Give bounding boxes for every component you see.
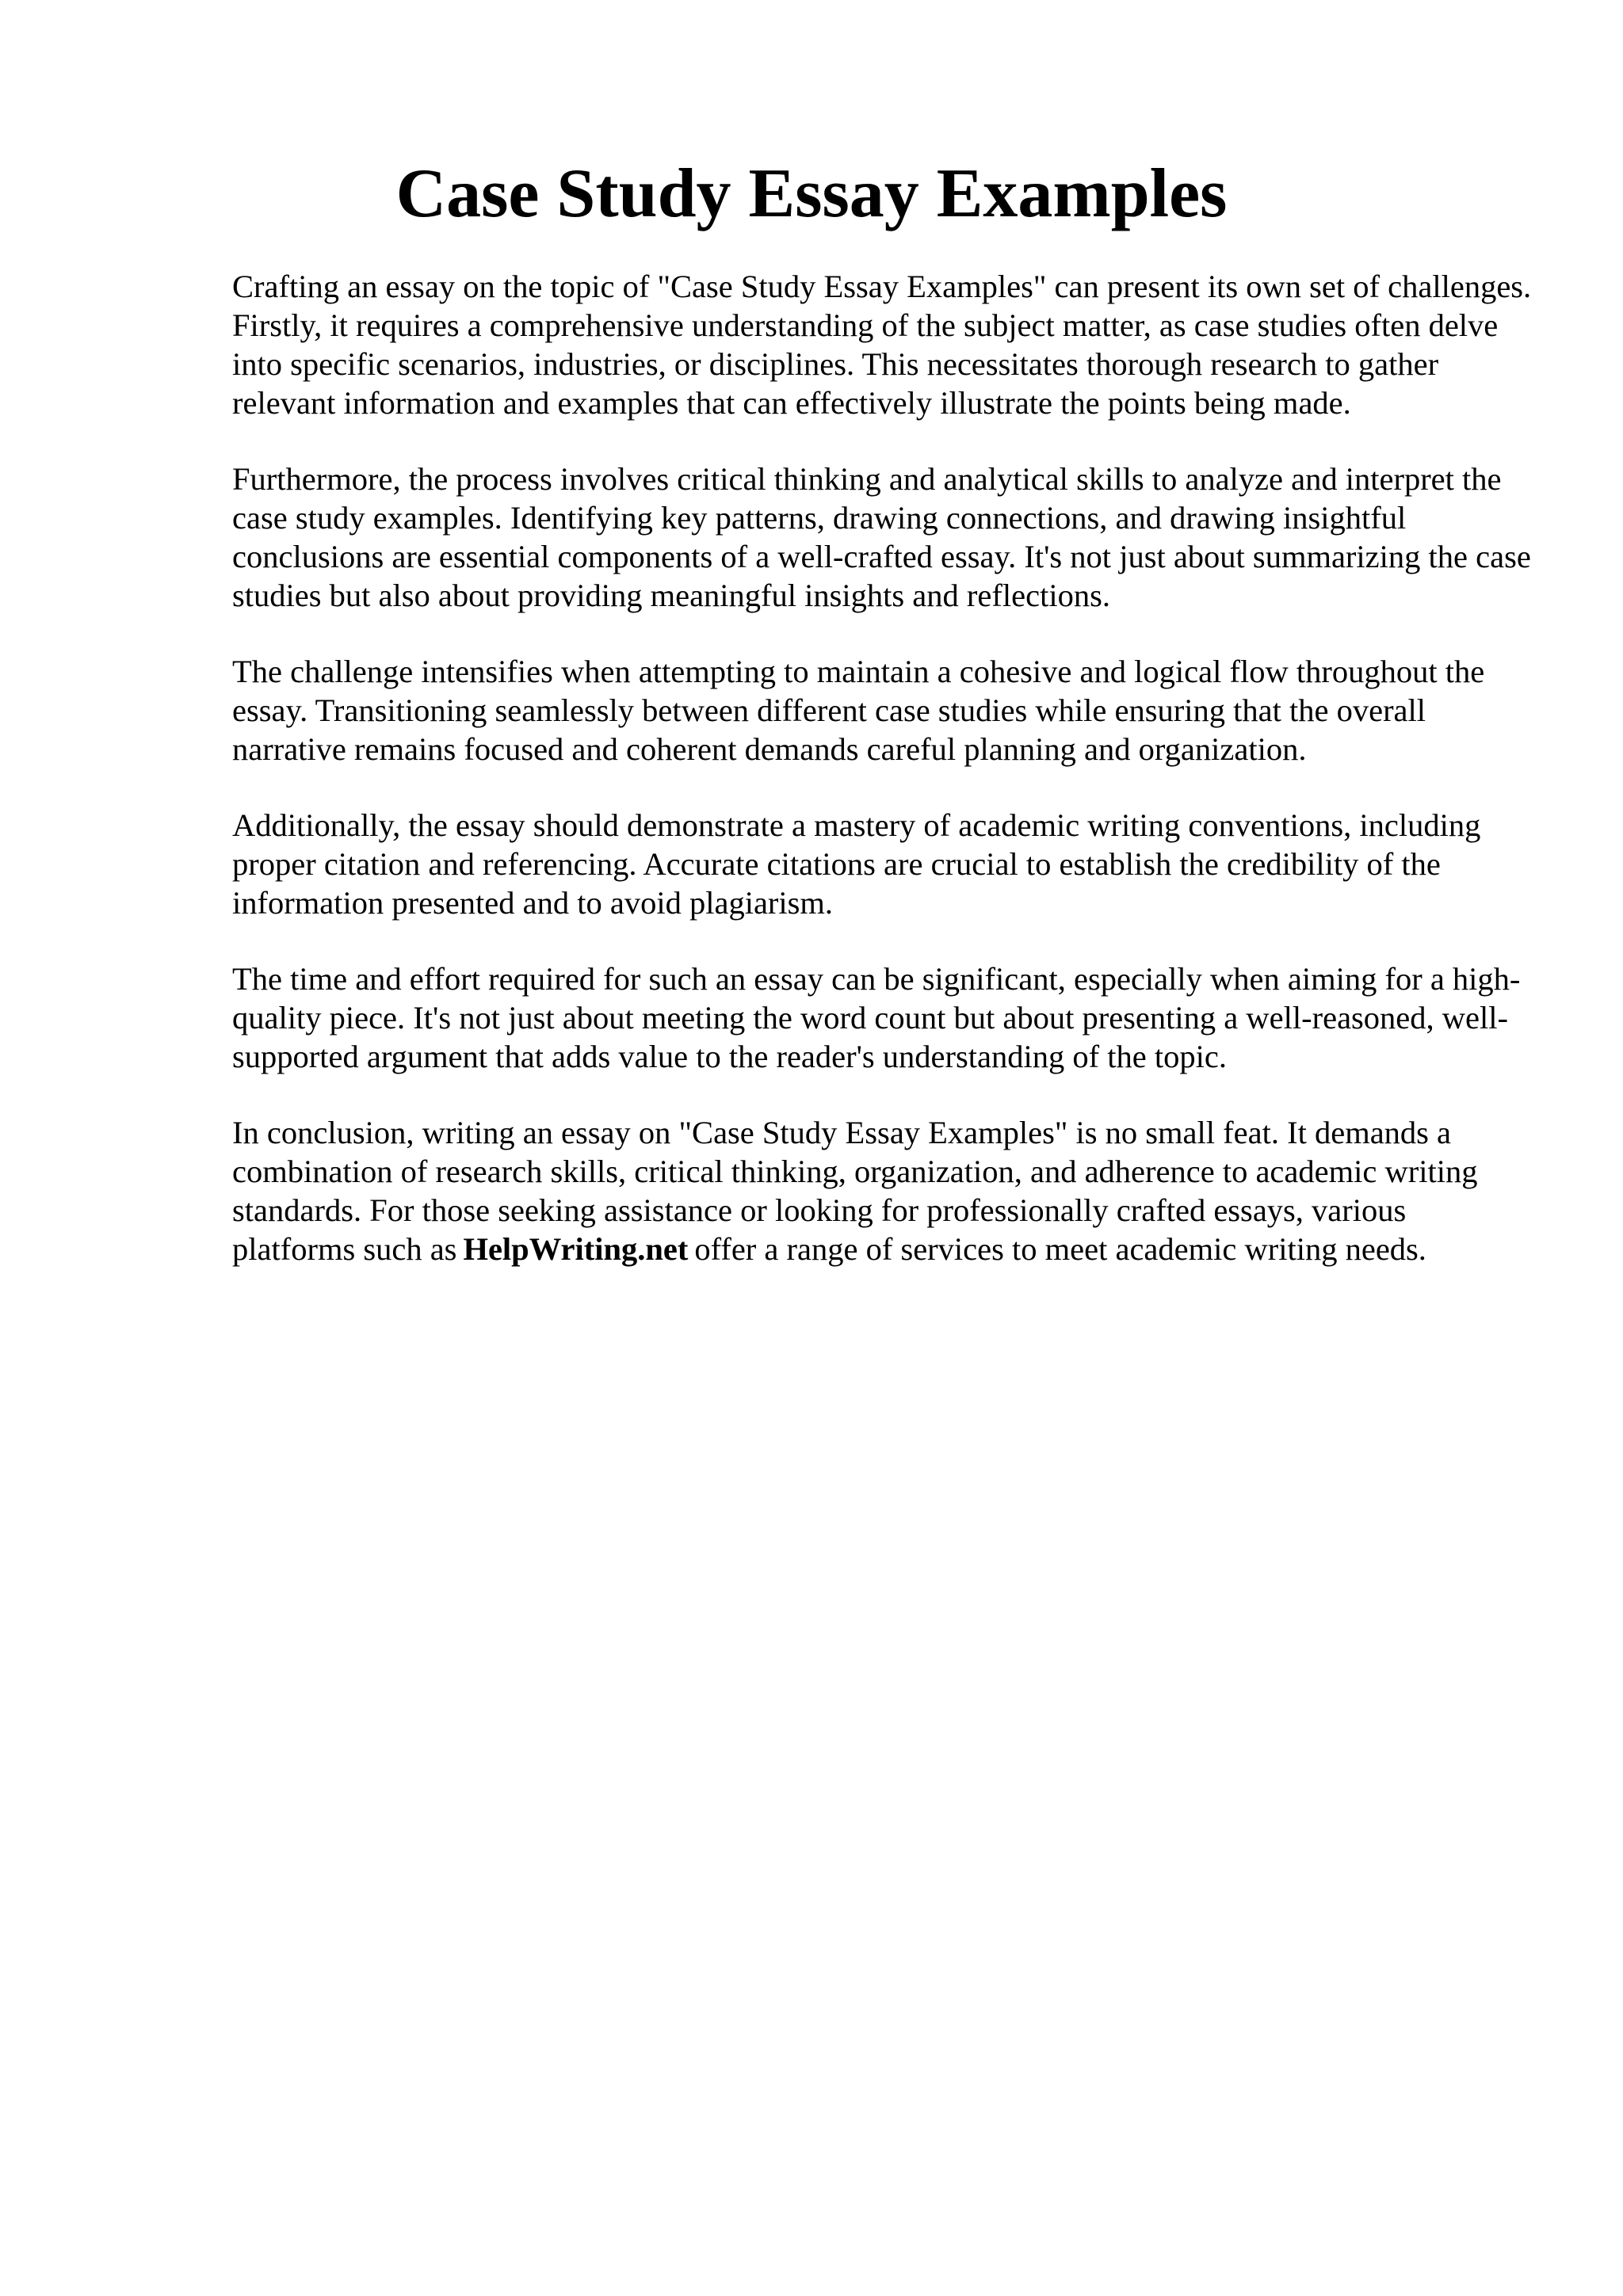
- paragraph-flow: The challenge intensifies when attempting to maintain a cohesive and logical flow throughout the essay. Transitioning seamlessly between different case studies while ensuring that the overall narrative remains focused and coherent demands careful planning and organization.: [232, 654, 1485, 767]
- paragraph-intro: Crafting an essay on the topic of "Case Study Essay Examples" can present its own set of challenges. Firstly, it requires a comprehensive understanding of the subject matter, as case studies often delve into specific scenarios, industries, or disciplines. This necessitates thorough research to gather relevant information and examples that can effectively illustrate the points being made.: [232, 269, 1532, 421]
- paragraph-critical-thinking: Furthermore, the process involves critical thinking and analytical skills to analyze and interpret the case study examples. Identifying key patterns, drawing connections, and drawing insightful conclusions are essential components of a well-crafted essay. It's not just about summarizing the case studies but also about providing meaningful insights and reflections.: [232, 461, 1531, 613]
- paragraph-conventions: Additionally, the essay should demonstrate a mastery of academic writing conventions, including proper citation and referencing. Accurate citations are crucial to establish the credibility of the information presented and to avoid plagiarism.: [232, 807, 1481, 921]
- brand-link[interactable]: HelpWriting.net: [463, 1231, 689, 1267]
- paragraph-conclusion: [232, 1113, 1532, 1268]
- document-title: Case Study Essay Examples: [395, 155, 1228, 232]
- conclusion-text-after: offer a range of services to meet academic writing needs.: [694, 1231, 1426, 1267]
- document-body: [232, 267, 1532, 1306]
- conclusion-text-before: In conclusion, writing an essay on "Case Study Essay Examples" is no small feat. It demands a combination of research skills, critical thinking, organization, and adherence to academic writing standards. For those seeking assistance or looking for professionally crafted essays, various platforms such as: [232, 1115, 1478, 1267]
- paragraph-effort: The time and effort required for such an essay can be significant, especially when aiming for a high-quality piece. It's not just about meeting the word count but about presenting a well-reasoned, well-supported argument that adds value to the reader's understanding of the topic.: [232, 961, 1521, 1074]
